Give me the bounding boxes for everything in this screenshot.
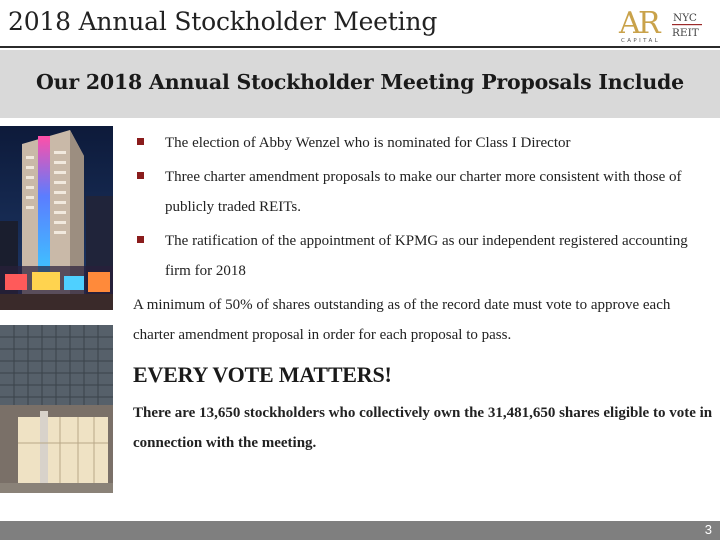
vote-requirement-text: A minimum of 50% of shares outstanding as of the record date must vote to approve each charter amendment proposal in order for each proposal to pass. xyxy=(133,297,671,343)
page-number: 3 xyxy=(704,522,712,537)
proposal-text: Three charter amendment proposals to make our charter more consistent with those of publicly traded REITs. xyxy=(165,169,682,215)
list-item xyxy=(133,226,713,286)
list-item xyxy=(133,128,713,158)
footer-bar xyxy=(0,521,720,540)
proposal-list xyxy=(133,128,713,286)
building-lobby-photo xyxy=(0,325,113,493)
list-item xyxy=(133,162,713,222)
svg-text:NYC: NYC xyxy=(673,12,697,24)
header-divider xyxy=(0,46,720,48)
svg-text:REIT: REIT xyxy=(672,27,699,39)
company-logo xyxy=(618,3,714,45)
svg-text:CAPITAL: CAPITAL xyxy=(621,38,661,44)
banner-title: Our 2018 Annual Stockholder Meeting Proposals Include xyxy=(35,70,685,94)
square-bullet-icon xyxy=(137,236,144,243)
proposal-text: The ratification of the appointment of KPMG as our independent registered accounting firm for 2018 xyxy=(165,233,688,279)
slide-title: 2018 Annual Stockholder Meeting xyxy=(8,7,438,36)
every-vote-matters-heading: EVERY VOTE MATTERS! xyxy=(133,362,392,387)
stockholder-stat-text: There are 13,650 stockholders who collectively own the 31,481,650 shares eligible to vote in connection with the meeting. xyxy=(133,405,713,451)
square-bullet-icon xyxy=(137,172,144,179)
proposal-text: The election of Abby Wenzel who is nominated for Class I Director xyxy=(165,135,571,151)
slide-content xyxy=(133,128,713,458)
svg-text:A: A xyxy=(619,6,641,41)
svg-text:R: R xyxy=(638,6,661,41)
square-bullet-icon xyxy=(137,138,144,145)
section-banner xyxy=(0,50,720,118)
slide-header xyxy=(0,0,720,46)
times-square-building-photo xyxy=(0,126,113,310)
